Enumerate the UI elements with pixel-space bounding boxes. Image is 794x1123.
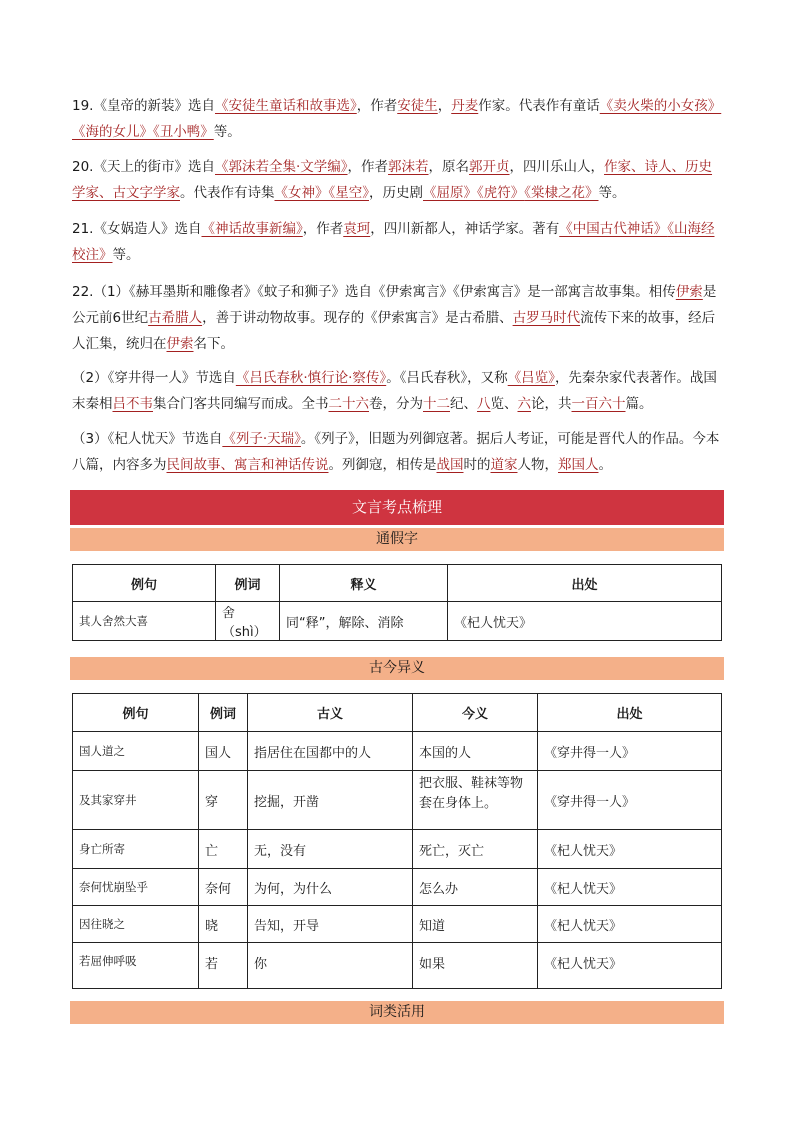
cell-lici: 亡 [199,830,248,869]
note-text: 。《列子》，旧题为列御寇著。据后人考证，可能是晋代人的作品。今本八篇，内容多为 [72,431,720,473]
cell-jinyi: 死亡，灭亡 [413,830,538,869]
underlined-answer: 一百六十 [571,396,626,412]
cell-shiyi: 同“释”，解除、消除 [280,602,448,641]
header-jinyi: 今义 [413,694,538,732]
underlined-answer: 郑国人 [558,457,599,473]
underlined-answer: 《山海经校注》 [72,221,715,263]
cell-chuchu: 《杞人忧天》 [538,906,722,943]
cell-liju: 因往晓之 [73,906,199,943]
section-title-gujinyiyi: 古今异义 [70,657,724,680]
underlined-answer: 古希腊人 [148,310,203,326]
cell-jinyi: 如果 [413,943,538,989]
banner-wenyan-kaodian: 文言考点梳理 [70,490,724,525]
underlined-answer: 作家、诗人、历史学家、古文字学家 [72,159,713,201]
cell-chuchu: 《杞人忧天》 [538,830,722,869]
underlined-answer: 民间故事、寓言和神话传说 [166,457,329,473]
note-text: 是公元前6世纪 [72,284,717,326]
underlined-answer: 《列子·天瑞》 [222,431,301,447]
underlined-answer: 《丑小鸭》 [153,124,214,140]
cell-liju: 若屈伸呼吸 [73,943,199,989]
table-row [73,602,722,641]
cell-lici: 穿 [199,771,248,830]
cell-liju: 奈何忧崩坠乎 [73,869,199,906]
note-text: （3）《杞人忧天》节选自 [72,431,223,447]
underlined-answer: 二十六 [328,396,369,412]
note-text: 卷，分为 [369,396,423,412]
underlined-answer: 古罗马时代 [512,310,581,326]
underlined-answer: 《吕览》 [507,370,555,386]
note-text: ，先秦杂家代表著作。战国末秦相 [72,370,717,412]
note-text: 。列御寇，相传是 [328,457,437,473]
note-text: 集合门客共同编写而成。全书 [153,396,329,412]
note-text: 。代表作有诗集 [180,185,275,201]
table-row [73,943,722,989]
note-text: 等。 [112,247,140,263]
table-row [73,771,722,830]
note-text: 。 [598,457,612,473]
cell-guyi: 为何，为什么 [248,869,413,906]
section-title-tongjiazi: 通假字 [70,528,724,551]
note-21 [72,216,724,268]
note-text: ，原名 [428,159,470,175]
header-chuchu: 出处 [448,565,722,602]
underlined-answer: 安徒生 [397,98,438,114]
note-text: 作家。代表作有童话 [478,98,600,114]
cell-chuchu: 《杞人忧天》 [538,943,722,989]
cell-liju: 身亡所寄 [73,830,199,869]
table-header-row [73,565,722,602]
cell-jinyi: 怎么办 [413,869,538,906]
cell-guyi: 你 [248,943,413,989]
cell-jinyi: 知道 [413,906,538,943]
cell-chuchu: 《穿井得一人》 [538,771,722,830]
cell-jinyi: 本国的人 [413,732,538,771]
note-text: ， [437,98,452,114]
note-text: 流传下来的故事，经后人汇集，统归在 [72,310,716,352]
underlined-answer: 战国 [436,457,464,473]
note-text: 20.《天上的街市》选自 [72,159,215,175]
cell-jinyi: 把衣服、鞋袜等物套在身体上。 [413,771,538,830]
tongjiazi-table [72,564,722,641]
underlined-answer: 十二 [423,396,450,412]
underlined-answer: 丹麦 [451,98,479,114]
note-text: 22.（1）《赫耳墨斯和雕像者》《蚊子和狮子》选自《伊索寓言》《伊索寓言》是一部寓言故事集。相传 [72,284,676,300]
cell-chuchu: 《杞人忧天》 [448,602,722,641]
cell-chuchu: 《穿井得一人》 [538,732,722,771]
cell-guyi: 告知，开导 [248,906,413,943]
underlined-answer: 《海的女儿》 [72,124,153,140]
table-row [73,906,722,943]
note-text: 篇。 [625,396,653,412]
cell-guyi: 挖掘，开凿 [248,771,413,830]
note-text: 。《吕氏春秋》，又称 [386,370,508,386]
note-19 [72,93,724,145]
note-text: ，作者 [347,159,389,175]
cell-lici: 晓 [199,906,248,943]
underlined-answer: 《神话故事新编》 [201,221,303,237]
underlined-answer: 《屈原》 [423,185,477,201]
underlined-answer: 伊索 [166,336,194,352]
cell-lici: 奈何 [199,869,248,906]
note-text: 纪、 [450,396,477,412]
header-chuchu: 出处 [538,694,722,732]
cell-chuchu: 《杞人忧天》 [538,869,722,906]
note-text: 等。 [213,124,241,140]
note-text: 等。 [598,185,626,201]
underlined-answer: 伊索 [675,284,703,300]
cell-liju: 国人道之 [73,732,199,771]
table-row [73,830,722,869]
cell-guyi: 无，没有 [248,830,413,869]
note-text: 21.《女娲造人》选自 [72,221,202,237]
underlined-answer: 八 [477,396,491,412]
note-text: ，四川乐山人， [509,159,605,175]
underlined-answer: 《中国古代神话》 [559,221,668,237]
cell-liju: 其人舍然大喜 [73,602,216,641]
header-shiyi: 释义 [280,565,448,602]
header-liju: 例句 [73,565,216,602]
note-text: ，历史剧 [369,185,423,201]
note-22-1 [72,279,724,357]
underlined-answer: 道家 [490,457,518,473]
note-text: （2）《穿井得一人》节选自 [72,370,236,386]
note-text: 人物， [517,457,558,473]
table-row [73,732,722,771]
underlined-answer: 郭沫若 [388,159,429,175]
underlined-answer: 吕不韦 [112,396,153,412]
note-22-3 [72,426,724,478]
header-liju: 例句 [73,694,199,732]
cell-lici: 舍（shì） [216,602,280,641]
header-lici: 例词 [199,694,248,732]
note-text: ，善于讲动物故事。现存的《伊索寓言》是古希腊、 [202,310,513,326]
note-text: 览、 [490,396,518,412]
note-text: 名下。 [193,336,234,352]
underlined-answer: 《卖火柴的小女孩》 [599,98,722,114]
note-text: 时的 [463,457,491,473]
underlined-answer: 郭开贞 [469,159,510,175]
header-guyi: 古义 [248,694,413,732]
underlined-answer: 《郭沫若全集·文学编》 [214,159,348,175]
underlined-answer: 袁珂 [343,221,371,237]
table-row [73,869,722,906]
cell-liju: 及其家穿井 [73,771,199,830]
note-22-2 [72,365,724,417]
gujinyiyi-table [72,693,722,989]
note-text: 19.《皇帝的新装》选自 [72,98,215,114]
underlined-answer: 《虎符》 [477,185,525,201]
underlined-answer: 《吕氏春秋·慎行论·察传》 [235,370,387,386]
note-text: ，作者 [356,98,398,114]
cell-lici: 国人 [199,732,248,771]
note-text: 论，共 [531,396,572,412]
header-lici: 例词 [216,565,280,602]
underlined-answer: 六 [517,396,531,412]
note-text: ，四川新都人，神话学家。著有 [370,221,560,237]
note-text: ，作者 [302,221,344,237]
section-title-cileihuoyong: 词类活用 [70,1001,724,1024]
underlined-answer: 《星空》 [328,185,369,201]
cell-lici: 若 [199,943,248,989]
table-header-row [73,694,722,732]
cell-guyi: 指居住在国都中的人 [248,732,413,771]
underlined-answer: 《棠棣之花》 [524,185,599,201]
note-20 [72,154,724,206]
underlined-answer: 《女神》 [274,185,329,201]
underlined-answer: 《安徒生童话和故事选》 [214,98,357,114]
